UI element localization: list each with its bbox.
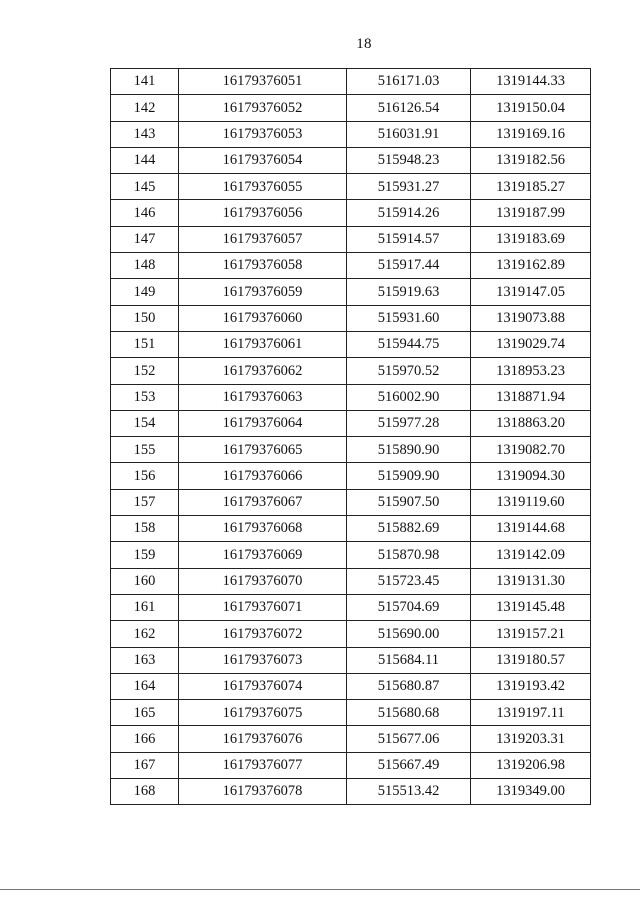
x-coordinate-cell: 515680.87 — [347, 673, 471, 699]
point-id-cell: 16179376055 — [179, 174, 347, 200]
y-coordinate-cell: 1319144.33 — [471, 69, 591, 95]
x-coordinate-cell: 515690.00 — [347, 621, 471, 647]
point-id-cell: 16179376069 — [179, 542, 347, 568]
y-coordinate-cell: 1318953.23 — [471, 358, 591, 384]
row-number-cell: 152 — [111, 358, 179, 384]
table-row — [111, 752, 591, 778]
x-coordinate-cell: 515914.57 — [347, 226, 471, 252]
table-row — [111, 726, 591, 752]
y-coordinate-cell: 1319349.00 — [471, 779, 591, 805]
y-coordinate-cell: 1318871.94 — [471, 384, 591, 410]
x-coordinate-cell: 515677.06 — [347, 726, 471, 752]
x-coordinate-cell: 516002.90 — [347, 384, 471, 410]
row-number-cell: 167 — [111, 752, 179, 778]
row-number-cell: 156 — [111, 463, 179, 489]
table-row — [111, 516, 591, 542]
x-coordinate-cell: 515919.63 — [347, 279, 471, 305]
y-coordinate-cell: 1319203.31 — [471, 726, 591, 752]
x-coordinate-cell: 515914.26 — [347, 200, 471, 226]
y-coordinate-cell: 1319119.60 — [471, 489, 591, 515]
y-coordinate-cell: 1319131.30 — [471, 568, 591, 594]
row-number-cell: 149 — [111, 279, 179, 305]
table-row — [111, 226, 591, 252]
table-row — [111, 69, 591, 95]
y-coordinate-cell: 1319197.11 — [471, 700, 591, 726]
y-coordinate-cell: 1319183.69 — [471, 226, 591, 252]
point-id-cell: 16179376075 — [179, 700, 347, 726]
table-row — [111, 463, 591, 489]
table-row — [111, 331, 591, 357]
table-row — [111, 384, 591, 410]
x-coordinate-cell: 515909.90 — [347, 463, 471, 489]
y-coordinate-cell: 1319157.21 — [471, 621, 591, 647]
point-id-cell: 16179376073 — [179, 647, 347, 673]
y-coordinate-cell: 1319094.30 — [471, 463, 591, 489]
x-coordinate-cell: 515931.60 — [347, 305, 471, 331]
table-row — [111, 594, 591, 620]
x-coordinate-cell: 515882.69 — [347, 516, 471, 542]
x-coordinate-cell: 515907.50 — [347, 489, 471, 515]
x-coordinate-cell: 515970.52 — [347, 358, 471, 384]
point-id-cell: 16179376056 — [179, 200, 347, 226]
table-row — [111, 568, 591, 594]
table-row — [111, 542, 591, 568]
y-coordinate-cell: 1319082.70 — [471, 437, 591, 463]
row-number-cell: 157 — [111, 489, 179, 515]
page-number: 18 — [356, 36, 372, 52]
x-coordinate-cell: 515890.90 — [347, 437, 471, 463]
y-coordinate-cell: 1319029.74 — [471, 331, 591, 357]
row-number-cell: 154 — [111, 410, 179, 436]
table-row — [111, 437, 591, 463]
y-coordinate-cell: 1319144.68 — [471, 516, 591, 542]
row-number-cell: 155 — [111, 437, 179, 463]
row-number-cell: 150 — [111, 305, 179, 331]
row-number-cell: 145 — [111, 174, 179, 200]
x-coordinate-cell: 515704.69 — [347, 594, 471, 620]
y-coordinate-cell: 1318863.20 — [471, 410, 591, 436]
x-coordinate-cell: 515667.49 — [347, 752, 471, 778]
row-number-cell: 146 — [111, 200, 179, 226]
x-coordinate-cell: 515684.11 — [347, 647, 471, 673]
y-coordinate-cell: 1319193.42 — [471, 673, 591, 699]
point-id-cell: 16179376074 — [179, 673, 347, 699]
point-id-cell: 16179376078 — [179, 779, 347, 805]
x-coordinate-cell: 515944.75 — [347, 331, 471, 357]
row-number-cell: 147 — [111, 226, 179, 252]
y-coordinate-cell: 1319150.04 — [471, 95, 591, 121]
table-row — [111, 647, 591, 673]
row-number-cell: 148 — [111, 253, 179, 279]
table-row — [111, 200, 591, 226]
row-number-cell: 160 — [111, 568, 179, 594]
point-id-cell: 16179376059 — [179, 279, 347, 305]
row-number-cell: 158 — [111, 516, 179, 542]
table-row — [111, 95, 591, 121]
coordinates-table — [110, 68, 591, 805]
table-row — [111, 174, 591, 200]
point-id-cell: 16179376057 — [179, 226, 347, 252]
x-coordinate-cell: 515723.45 — [347, 568, 471, 594]
table-row — [111, 779, 591, 805]
point-id-cell: 16179376076 — [179, 726, 347, 752]
table-row — [111, 305, 591, 331]
point-id-cell: 16179376061 — [179, 331, 347, 357]
coordinates-table-body — [111, 69, 591, 805]
point-id-cell: 16179376070 — [179, 568, 347, 594]
point-id-cell: 16179376060 — [179, 305, 347, 331]
row-number-cell: 164 — [111, 673, 179, 699]
point-id-cell: 16179376058 — [179, 253, 347, 279]
row-number-cell: 168 — [111, 779, 179, 805]
point-id-cell: 16179376052 — [179, 95, 347, 121]
x-coordinate-cell: 516031.91 — [347, 121, 471, 147]
point-id-cell: 16179376065 — [179, 437, 347, 463]
row-number-cell: 159 — [111, 542, 179, 568]
row-number-cell: 165 — [111, 700, 179, 726]
table-row — [111, 673, 591, 699]
table-row — [111, 410, 591, 436]
row-number-cell: 144 — [111, 147, 179, 173]
x-coordinate-cell: 516171.03 — [347, 69, 471, 95]
table-row — [111, 253, 591, 279]
y-coordinate-cell: 1319147.05 — [471, 279, 591, 305]
point-id-cell: 16179376062 — [179, 358, 347, 384]
table-row — [111, 279, 591, 305]
y-coordinate-cell: 1319187.99 — [471, 200, 591, 226]
y-coordinate-cell: 1319206.98 — [471, 752, 591, 778]
y-coordinate-cell: 1319185.27 — [471, 174, 591, 200]
table-row — [111, 121, 591, 147]
table-row — [111, 489, 591, 515]
table-row — [111, 700, 591, 726]
table-row — [111, 358, 591, 384]
point-id-cell: 16179376053 — [179, 121, 347, 147]
y-coordinate-cell: 1319180.57 — [471, 647, 591, 673]
row-number-cell: 153 — [111, 384, 179, 410]
y-coordinate-cell: 1319142.09 — [471, 542, 591, 568]
point-id-cell: 16179376072 — [179, 621, 347, 647]
point-id-cell: 16179376071 — [179, 594, 347, 620]
row-number-cell: 141 — [111, 69, 179, 95]
row-number-cell: 162 — [111, 621, 179, 647]
row-number-cell: 161 — [111, 594, 179, 620]
point-id-cell: 16179376064 — [179, 410, 347, 436]
point-id-cell: 16179376054 — [179, 147, 347, 173]
point-id-cell: 16179376068 — [179, 516, 347, 542]
y-coordinate-cell: 1319169.16 — [471, 121, 591, 147]
x-coordinate-cell: 515680.68 — [347, 700, 471, 726]
row-number-cell: 142 — [111, 95, 179, 121]
point-id-cell: 16179376077 — [179, 752, 347, 778]
table-row — [111, 147, 591, 173]
row-number-cell: 166 — [111, 726, 179, 752]
row-number-cell: 163 — [111, 647, 179, 673]
row-number-cell: 151 — [111, 331, 179, 357]
x-coordinate-cell: 516126.54 — [347, 95, 471, 121]
point-id-cell: 16179376067 — [179, 489, 347, 515]
point-id-cell: 16179376063 — [179, 384, 347, 410]
row-number-cell: 143 — [111, 121, 179, 147]
y-coordinate-cell: 1319162.89 — [471, 253, 591, 279]
table-row — [111, 621, 591, 647]
point-id-cell: 16179376066 — [179, 463, 347, 489]
x-coordinate-cell: 515931.27 — [347, 174, 471, 200]
y-coordinate-cell: 1319182.56 — [471, 147, 591, 173]
y-coordinate-cell: 1319073.88 — [471, 305, 591, 331]
x-coordinate-cell: 515977.28 — [347, 410, 471, 436]
page-bottom-rule — [0, 889, 640, 890]
point-id-cell: 16179376051 — [179, 69, 347, 95]
x-coordinate-cell: 515948.23 — [347, 147, 471, 173]
x-coordinate-cell: 515870.98 — [347, 542, 471, 568]
y-coordinate-cell: 1319145.48 — [471, 594, 591, 620]
x-coordinate-cell: 515513.42 — [347, 779, 471, 805]
x-coordinate-cell: 515917.44 — [347, 253, 471, 279]
